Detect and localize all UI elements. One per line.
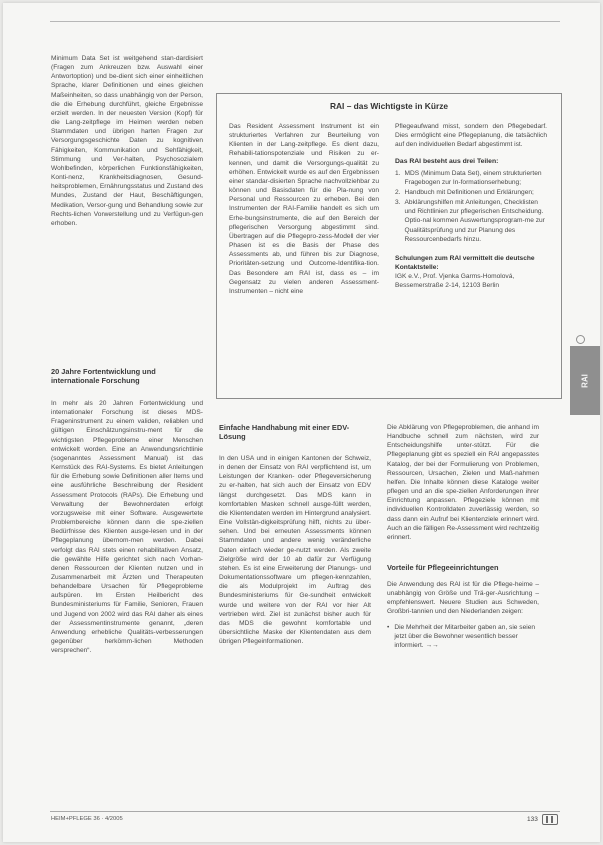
left-section-heading: 20 Jahre Fortentwicklung und internationale Forschung xyxy=(51,367,156,386)
list-item-text: Abklärungshilfen mit Anleitungen, Checklisten und Richtlinien zur pflegerischen Entscheidung. Optio-nal kommen Auswertungsprogram-me zur Qualitätsprüfung und zur Planung des Ressourcenbedarfs hinzu. xyxy=(404,199,545,243)
left-column-bottom xyxy=(51,399,203,655)
list-item-number: 3. xyxy=(395,199,401,207)
box-training-text: IGK e.V., Prof. Vjenka Garms-Homolová, Bessemerstraße 2-14, 12103 Berlin xyxy=(395,273,515,290)
box-right-intro: Pflegeaufwand misst, sondern den Pflegebedarf. Dies ermöglicht eine Pflegeplanung, die tatsächlich auf den individuellen Bedarf abgestimmt ist. xyxy=(395,123,547,149)
page-number: 133 xyxy=(527,816,538,823)
box-parts-heading: Das RAI besteht aus drei Teilen: xyxy=(395,158,499,166)
box-left-column xyxy=(229,122,379,296)
middle-column-text: In den USA und in einigen Kantonen der Schweiz, in denen der Einsatz von RAI verpflichtend ist, um Leistungen der Kranken- oder Pflegeversicherung zu er-halten, hat sich auch der Einsatz von EDV längst durchgesetzt. Das MDS kann in komfortablen Masken schnell ausge-füllt werden, die Klientendaten werden im Hintergrund analysiert. Eine Vollstän-digkeitsprüfung hilft, nichts zu über-sehen. Und bei erneuten Assessments können Stammdaten und andere wenig veränderliche Daten einfach wieder ge-nutzt werden. Als zweite Zielgröße wird der 10 ab dafür zur Verfügung stehen. Es ist eine Erweiterung der Planungs- und Dokumentationssoftware um pflegen-kennzahlen, die als Modulprojekt im Auftrag des Bundesministeriums für Ge-sundheit entwickelt wurde und weitere von der RAI vor hier Alt vertrieben wird. Ziel ist zunächst bisher auch für das MDS die gewohnt komfortable und übersichtliche Maske der Klientendaten aus dem übrigen Pflegeinformationen. xyxy=(219,455,371,646)
publisher-logo-icon xyxy=(542,814,558,825)
footer-page-block xyxy=(527,814,558,825)
side-tab-label: RAI xyxy=(580,373,590,388)
middle-heading-block xyxy=(219,423,371,444)
footer-publication: HEIM+PFLEGE 36 · 4/2005 xyxy=(51,816,123,822)
box-right-column xyxy=(395,122,547,291)
document-page xyxy=(3,3,600,842)
list-item-number: 2. xyxy=(395,188,401,196)
rai-summary-box xyxy=(216,93,562,399)
right-column-top-text: Die Abklärung von Pflegeproblemen, die anhand im Handbuche schnell zum nächsten, wird zur Entscheidungshilfe unter-stützt. Für die Pflegeplanung gibt es speziell ein RAI angepasstes Katalog, der bei der Formulierung von Problemen, Ressourcen, Ursachen, Zielen und Maß-nahmen helfen. Die Inhalte können diese Kataloge weiter pflegen und an die spe-ziellen Anforderungen ihrer Einrichtung anpassen. Pflegeziele können mit individuellen Kontrolldaten zuverlässig werden, so dass dann ein Aufruf bei Klientenziele erinnert wird. Auch an die fälligen Re-Assessment wird rechtzeitig erinnert. xyxy=(387,424,539,541)
box-title: RAI – das Wichtigste in Kürze xyxy=(329,101,449,111)
bullet-text: Die Mehrheit der Mitarbeiter gaben an, sie seien jetzt über die Bewohner wesentlich besser informiert. →→ xyxy=(394,623,536,649)
bullet-icon: • xyxy=(387,623,390,631)
right-column-top xyxy=(387,423,539,542)
left-column-heading-block xyxy=(51,367,203,388)
circle-marker-icon xyxy=(576,335,585,344)
right-column-text: Die Anwendung des RAI ist für die Pflege-heime – unabhängig von Größe und Trä-ger-Ausrichtung – empfehlenswert. Neuere Studien aus Schweden, Großbri-tannien und den Niederlanden zeigen: xyxy=(387,581,539,616)
left-column-top-text: Minimum Data Set ist weitgehend stan-dardisiert (Fragen zum Ankreuzen bzw. Auswahl einer Antwortoption) und be-dient sich einer einheitlichen Sprache, klarer Definitionen und eines gleichen Maßeinheiten, so dass unabhängig von der Person, die die Erhebung durchführt, gleiche Ergebnisse erzielt werden. In der neuesten Version (Kopf) für die Lang-zeitpflege im Heimen werden neben Stammdaten und übrigen harten Fragen zur Versorgungsgeschichte Daten zu kognitiven Fähigkeiten, Kommunikation und Sehfähigkeit, Stimmung und Ver-halten, Psychosozialem Wohlbefinden, körperlichen Funktionsfähigkeiten, Konti-nenz, Krankheitsdiagnosen, Gesund-heitsproblemen, Ernährungsstatus und Zustand des Mundes, Zustand der Haut, Beschäftigungen, Medikation, Versor-gung und Behandlung sowie zur Rechts-lichen Vorwerstellung und zu Verfügun-gen erhoben. xyxy=(51,55,203,227)
list-item xyxy=(395,198,547,244)
box-left-text: Das Resident Assessment Instrument ist ein strukturiertes Verfahren zur Beurteilung von Klienten in der Lang-zeitpflege. Es dient dazu, Rehabili-tationspotenziale und Risiken zu er-kennen, und damit die Versorgungs-qualität zu erhöhen. Entwickelt wurde es auf den Ergebnissen einer standar-disierten Sprache nachvollziehbar zu können und Basisdaten für die Pla-nung von Personal und Ressourcen zu erheben. Bei den Instrumenten der RAI-Familie handelt es sich um Erhe-bungsinstrumente, die auf den Bereich der pflegerischen Versorgung abgestimmt sind. Übertragen auf die Pflegepro-zess-Modell der vier Phasen ist es die Basis der Phase des Assessments ab, und führen bis zur Diagnose, Prioritäten-setzung und Outcome-Identifika-tion. Das Besondere am RAI ist, dass es – im Gegensatz zu vielen anderen Assessment-Instrumenten – nicht eine xyxy=(229,123,379,295)
left-column-bottom-text: In mehr als 20 Jahren Fortentwicklung und internationaler Forschung ist dieses MDS-Frageninstrument zu einem validen, reliablen und gültigen Einschätzungsinstru-ment für die wichtigsten Pflegeprobleme einer Menschen entwickelt worden. Eine an Anwendungsrichtlinie (sogenanntes Assessment Manual) ist das Kernstück des RAI-Systems. Es bietet Anleitungen für die Erhebung sowie Definitionen aller Items und eine ausführliche Beschreibung der Resident Assessment Protocols (RAPs). Die Erhebung und Verwaltung der Bewohnerdaten erfolgt vorzugsweise mit einer Software. Ausgewertete Problembereiche können dann die spe-ziellen Bedürfnisse des Klienten ausge-lesen und in der Pflegeplanung übernom-men werden. Dabei verfolgt das RAI stets einen rehabilitativen Ansatz, die gewählte Hilfe gerichtet sich nach Vorhan-denen Ressourcen der Klienten nutzen und in Zusammenarbeit mit Ärzten und Therapeuten behandelbare Ursachen für Pflegeprobleme aufspüren. Im Ersten Heilbericht des Bundesministeriums für Familie, Senioren, Frauen und Jugend von 2002 wird das RAI daher als eines der Assessmentinstrumente genannt, „deren Anwendung erhebliche Qualitäts-verbesserungen gegenüber herkömm-lichen Methoden versprechen“. xyxy=(51,400,203,655)
list-item xyxy=(395,188,547,197)
right-section-heading: Vorteile für Pflegeeinrichtungen xyxy=(387,563,499,572)
list-item-text: Handbuch mit Definitionen und Erklärungen; xyxy=(404,188,534,196)
box-training-heading: Schulungen zum RAI vermittelt die deutsche Kontaktstelle: xyxy=(395,254,535,272)
list-item-number: 1. xyxy=(395,169,401,177)
box-parts-list xyxy=(395,169,547,244)
section-side-tab xyxy=(570,346,600,415)
top-divider xyxy=(50,21,560,22)
left-column-top xyxy=(51,54,203,228)
right-column-bottom xyxy=(387,580,539,650)
middle-column xyxy=(219,454,371,646)
list-item xyxy=(395,169,547,187)
list-item-text: MDS (Minimum Data Set), einem strukturierten Fragebogen zur In-formationserhebung; xyxy=(404,169,542,186)
footer-divider xyxy=(50,811,560,812)
list-item xyxy=(387,623,539,650)
right-heading-block xyxy=(387,563,539,575)
middle-section-heading: Einfache Handhabung mit einer EDV-Lösung xyxy=(219,423,350,442)
